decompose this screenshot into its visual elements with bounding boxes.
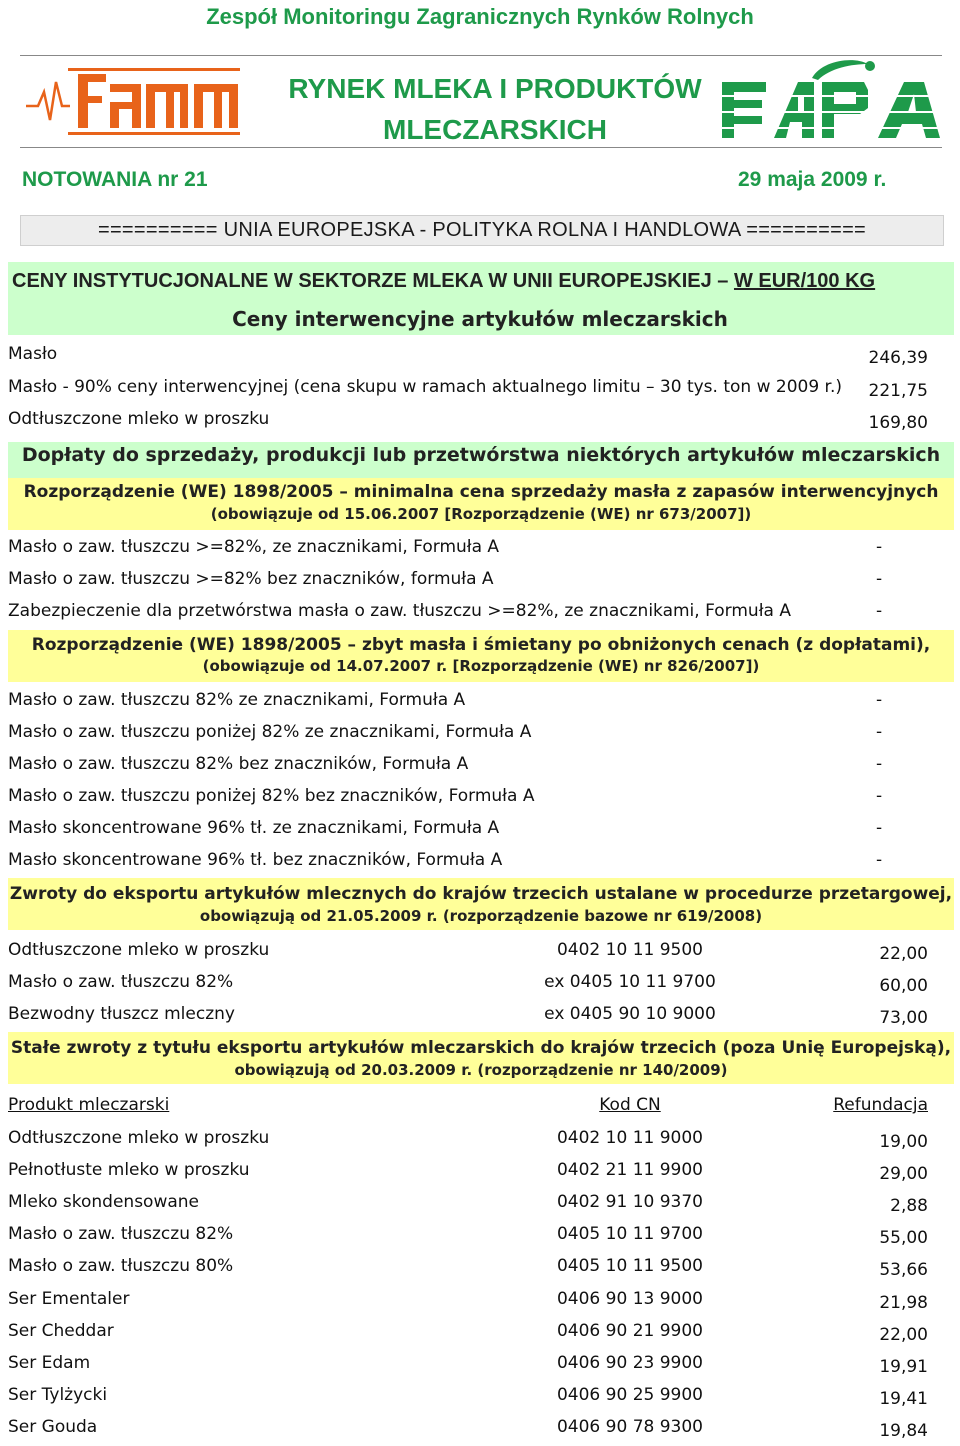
- subsidy-value: -: [876, 850, 883, 870]
- refund-code: ex 0405 10 11 9700: [544, 972, 716, 992]
- regulation-2-line2: (obowiązuje od 14.07.2007 r. [Rozporządzenie (WE) nr 826/2007]): [202, 657, 760, 675]
- price-label: Masło: [8, 344, 58, 364]
- subsidy-label: Masło o zaw. tłuszczu poniżej 82% bez znaczników, Formuła A: [8, 786, 535, 806]
- refund-value: 19,00: [879, 1132, 928, 1152]
- refund-value: 73,00: [879, 1008, 928, 1028]
- refund-label: Ser Ementaler: [8, 1289, 130, 1309]
- subsidy-value: -: [876, 786, 883, 806]
- refund-label: Mleko skondensowane: [8, 1192, 200, 1212]
- subsidy-label: Masło o zaw. tłuszczu 82% bez znaczników, Formuła A: [8, 754, 469, 774]
- refund-code: 0406 90 23 9900: [556, 1353, 703, 1373]
- subsidy-label: Masło o zaw. tłuszczu 82% ze znacznikami, Formuła A: [8, 690, 466, 710]
- column-header-refund: Refundacja: [833, 1095, 928, 1115]
- refund-label: Ser Tylżycki: [8, 1385, 108, 1405]
- refund-label: Odtłuszczone mleko w proszku: [8, 1128, 270, 1148]
- subsidy-value: -: [876, 601, 883, 621]
- refund-label: Masło o zaw. tłuszczu 80%: [8, 1256, 234, 1276]
- refund-label: Masło o zaw. tłuszczu 82%: [8, 972, 234, 992]
- institutional-prices-title: [12, 270, 875, 293]
- refund-code: 0405 10 11 9700: [556, 1224, 703, 1244]
- subsidy-label: Masło o zaw. tłuszczu >=82%, ze znacznikami, Formuła A: [8, 537, 500, 557]
- refund-value: 53,66: [879, 1260, 928, 1280]
- subsidy-value: -: [876, 818, 883, 838]
- refund-code: 0402 21 11 9900: [556, 1160, 703, 1180]
- publication-title-line2: MLECZARSKICH: [383, 114, 607, 145]
- refund-value: 60,00: [879, 976, 928, 996]
- refund-value: 55,00: [879, 1228, 928, 1248]
- refund-value: 19,91: [879, 1357, 928, 1377]
- eu-section-banner: ========== UNIA EUROPEJSKA - POLITYKA ROLNA I HANDLOWA ==========: [20, 215, 944, 246]
- regulation-2-line1: Rozporządzenie (WE) 1898/2005 – zbyt masła i śmietany po obniżonych cenach (z dopłatami),: [31, 635, 931, 655]
- title-dash: –: [711, 270, 734, 292]
- refund-code: 0406 90 78 9300: [556, 1417, 703, 1437]
- tender-refunds-line1: Zwroty do eksportu artykułów mlecznych do krajów trzecich ustalane w procedurze przetargowej,: [9, 884, 953, 904]
- subsidy-value: -: [876, 569, 883, 589]
- refund-code: 0402 10 11 9500: [556, 940, 703, 960]
- subsidy-value: -: [876, 537, 883, 557]
- refund-code: 0406 90 25 9900: [556, 1385, 703, 1405]
- refund-value: 2,88: [890, 1196, 928, 1216]
- refund-label: Bezwodny tłuszcz mleczny: [8, 1004, 235, 1024]
- fixed-refunds-line1: Stałe zwroty z tytułu eksportu artykułów mleczarskich do krajów trzecich (poza Unię Europejską),: [10, 1038, 952, 1058]
- refund-value: 22,00: [879, 944, 928, 964]
- publication-title: [270, 68, 720, 150]
- subsidy-label: Masło o zaw. tłuszczu >=82% bez znaczników, formuła A: [8, 569, 494, 589]
- refund-code: 0406 90 21 9900: [556, 1321, 703, 1341]
- column-header-cn-code: Kod CN: [599, 1095, 661, 1115]
- subsidy-label: Zabezpieczenie dla przetwórstwa masła o zaw. tłuszczu >=82%, ze znacznikami, Formuła A: [8, 601, 791, 621]
- refund-value: 22,00: [879, 1325, 928, 1345]
- fapa-logo: [718, 56, 946, 142]
- refund-value: 19,41: [879, 1389, 928, 1409]
- refund-label: Odtłuszczone mleko w proszku: [8, 940, 270, 960]
- refund-value: 19,84: [879, 1421, 928, 1441]
- refund-code: 0405 10 11 9500: [556, 1256, 703, 1276]
- fammu-logo: [24, 62, 242, 142]
- org-title: Zespół Monitoringu Zagranicznych Rynków Rolnych: [206, 4, 754, 29]
- refund-code: 0402 91 10 9370: [556, 1192, 703, 1212]
- subsidy-label: Masło o zaw. tłuszczu poniżej 82% ze znacznikami, Formuła A: [8, 722, 532, 742]
- column-header-product: Produkt mleczarski: [8, 1095, 170, 1115]
- subsidy-label: Masło skoncentrowane 96% tł. ze znacznikami, Formuła A: [8, 818, 500, 838]
- price-label: Masło - 90% ceny interwencyjnej (cena skupu w ramach aktualnego limitu – 30 tys. ton w 2009 r.): [8, 377, 843, 397]
- refund-code: ex 0405 90 10 9000: [544, 1004, 716, 1024]
- regulation-1-line1: Rozporządzenie (WE) 1898/2005 – minimalna cena sprzedaży masła z zapasów interwencyjnych: [23, 482, 939, 502]
- price-value: 169,80: [868, 413, 928, 433]
- subsidy-value: -: [876, 690, 883, 710]
- price-value: 221,75: [868, 381, 928, 401]
- subsidy-value: -: [876, 722, 883, 742]
- refund-value: 21,98: [879, 1293, 928, 1313]
- title-unit: W EUR/100 KG: [733, 270, 876, 292]
- subsidy-value: -: [876, 754, 883, 774]
- regulation-1-line2: (obowiązuje od 15.06.2007 [Rozporządzenie (WE) nr 673/2007]): [210, 505, 752, 523]
- header-rule-bottom: [20, 147, 942, 148]
- subsidy-label: Masło skoncentrowane 96% tł. bez znaczników, Formuła A: [8, 850, 503, 870]
- refund-label: Ser Cheddar: [8, 1321, 114, 1341]
- price-label: Odtłuszczone mleko w proszku: [8, 409, 270, 429]
- tender-refunds-line2: obowiązują od 21.05.2009 r. (rozporządzenie bazowe nr 619/2008): [199, 907, 763, 925]
- price-value: 246,39: [868, 348, 928, 368]
- refund-label: Ser Edam: [8, 1353, 91, 1373]
- intervention-prices-subtitle: Ceny interwencyjne artykułów mleczarskich: [232, 307, 728, 331]
- title-main: CENY INSTYTUCJONALNE W SEKTORZE MLEKA W UNII EUROPEJSKIEJ: [12, 270, 712, 292]
- refund-label: Pełnotłuste mleko w proszku: [8, 1160, 250, 1180]
- issue-date: 29 maja 2009 r.: [738, 168, 887, 191]
- subsidies-title: Dopłaty do sprzedaży, produkcji lub przetwórstwa niektórych artykułów mleczarskich: [8, 442, 954, 478]
- fixed-refunds-line2: obowiązują od 20.03.2009 r. (rozporządzenie nr 140/2009): [234, 1061, 728, 1079]
- refund-code: 0402 10 11 9000: [556, 1128, 703, 1148]
- refund-code: 0406 90 13 9000: [556, 1289, 703, 1309]
- publication-title-line1: RYNEK MLEKA I PRODUKTÓW: [288, 73, 702, 104]
- refund-label: Ser Gouda: [8, 1417, 98, 1437]
- issue-number: NOTOWANIA nr 21: [22, 168, 208, 191]
- refund-value: 29,00: [879, 1164, 928, 1184]
- refund-label: Masło o zaw. tłuszczu 82%: [8, 1224, 234, 1244]
